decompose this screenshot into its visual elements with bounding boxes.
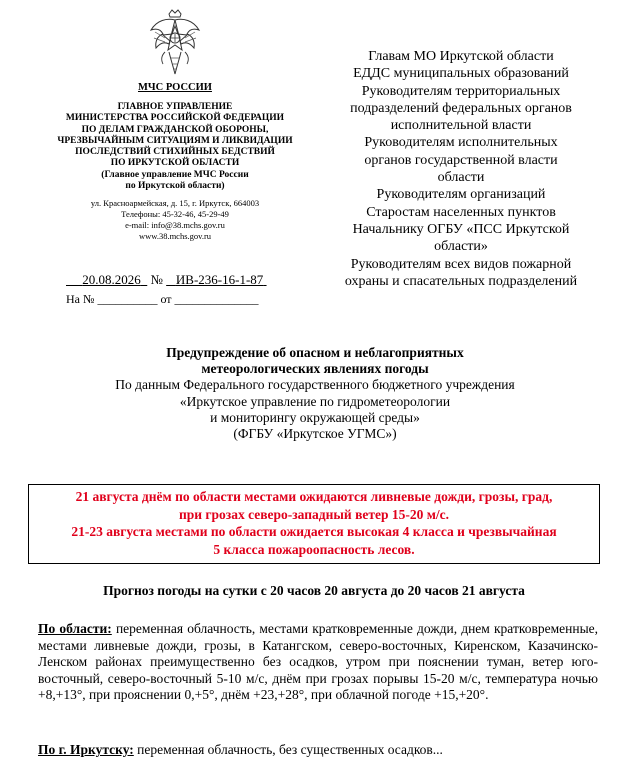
document-date: 20.08.2026 — [82, 272, 141, 287]
mchs-name: МЧС РОССИИ — [138, 82, 212, 93]
document-title — [70, 345, 560, 442]
short-name-line: (Главное управление МЧС России — [101, 169, 249, 180]
mchs-emblem-icon — [147, 8, 203, 78]
addressees-list — [326, 48, 596, 290]
addressee-line: Руководителям организаций — [376, 187, 546, 203]
addressee-line: органов государственной власти — [364, 152, 558, 168]
addressee-line: охраны и спасательных подразделений — [344, 273, 578, 289]
ministry-line: ПО ИРКУТСКОЙ ОБЛАСТИ — [110, 158, 240, 169]
addressee-line: Главам МО Иркутской области — [368, 49, 554, 64]
ministry-line: ПОСЛЕДСТВИЙ СТИХИЙНЫХ БЕДСТВИЙ — [75, 147, 275, 158]
ministry-line: ЧРЕЗВЫЧАЙНЫМ СИТУАЦИЯМ И ЛИКВИДАЦИИ — [57, 135, 293, 146]
warning-line: 21 августа днём по области местами ожидаются ливневые дожди, грозы, град, — [75, 489, 553, 504]
title-line: Предупреждение об опасном и неблагоприятных — [166, 345, 464, 360]
warning-line: 5 класса пожароопасность лесов. — [213, 541, 415, 557]
short-name — [50, 170, 300, 193]
short-name-line: по Иркутской области) — [125, 181, 225, 192]
ot-blank: ______________ — [174, 292, 259, 306]
addressee-line: области» — [434, 239, 488, 255]
addressee-line: Старостам населенных пунктов — [366, 204, 556, 220]
addressee-line: Начальнику ОГБУ «ПСС Иркутской — [352, 221, 570, 237]
document-number: ИВ-236-16-1-87 — [175, 272, 264, 287]
phone-line: Телефоны: 45-32-46, 45-29-49 — [121, 209, 229, 220]
sender-block — [50, 8, 300, 242]
forecast-title: Прогноз погоды на сутки с 20 часов 20 августа до 20 часов 21 августа — [103, 583, 525, 598]
ministry-line: ПО ДЕЛАМ ГРАЖДАНСКОЙ ОБОРОНЫ, — [81, 124, 269, 135]
reference-row — [66, 292, 259, 307]
region-label: По области: — [38, 621, 112, 636]
warning-box — [28, 484, 600, 564]
email-line: e-mail: info@38.mchs.gov.ru — [125, 220, 225, 231]
ministry-line: ГЛАВНОЕ УПРАВЛЕНИЕ — [117, 102, 233, 112]
city-forecast — [38, 742, 598, 758]
ministry-name — [50, 102, 300, 170]
region-forecast — [38, 621, 598, 704]
warning-line: 21-23 августа местами по области ожидается высокая 4 класса и чрезвычайная — [71, 524, 557, 539]
ot-label: от — [160, 292, 172, 306]
address-line: ул. Красноармейская, д. 15, г. Иркутск, 664003 — [90, 198, 260, 209]
na-label: На № — [66, 292, 95, 306]
addressee-line: исполнительной власти — [390, 118, 532, 134]
number-label: № — [150, 272, 163, 287]
ministry-line: МИНИСТЕРСТВА РОССИЙСКОЙ ФЕДЕРАЦИИ — [65, 113, 285, 124]
source-line: «Иркутское управление по гидрометеорологии — [179, 393, 451, 409]
addressee-line: области — [437, 170, 485, 186]
addressee-line: Руководителям территориальных — [361, 83, 561, 99]
source-line: и мониторингу окружающей среды» — [210, 409, 420, 425]
addressee-line: Руководителям исполнительных — [364, 135, 558, 151]
city-label: По г. Иркутску: — [38, 742, 134, 757]
source-line: (ФГБУ «Иркутское УГМС») — [233, 426, 397, 442]
title-line: метеорологических явлениях погоды — [201, 361, 429, 377]
source-line: По данным Федерального государственного бюджетного учреждения — [115, 377, 515, 393]
addressee-line: подразделений федеральных органов — [350, 100, 572, 116]
date-number-row — [66, 272, 267, 288]
warning-line: при грозах северо-западный ветер 15-20 м/с. — [178, 506, 450, 522]
website-line: www.38.mchs.gov.ru — [138, 231, 212, 242]
na-blank: __________ — [97, 292, 158, 306]
addressee-line: Руководителям всех видов пожарной — [350, 256, 572, 272]
city-forecast-text: переменная облачность, без существенных осадков... — [133, 742, 443, 757]
addressee-line: ЕДДС муниципальных образований — [353, 66, 569, 82]
contact-block — [50, 198, 300, 242]
region-forecast-text: переменная облачность, местами кратковременные дожди, днем кратковременные, местами ливневые дожди, грозы, в Катангском, северо-восточных, Киренском, Казачинско-Ленском районах преимущественно без осадков, утром при пояснении туман, ветер юго-восточный, северо-восточный 5-10 м/с, днём при грозах порывы 15-20 м/с, температура ночью +8,+13°, при прояснении 0,+5°, днём +23,+28°, при облачной погоде +15,+20°. — [38, 621, 599, 702]
